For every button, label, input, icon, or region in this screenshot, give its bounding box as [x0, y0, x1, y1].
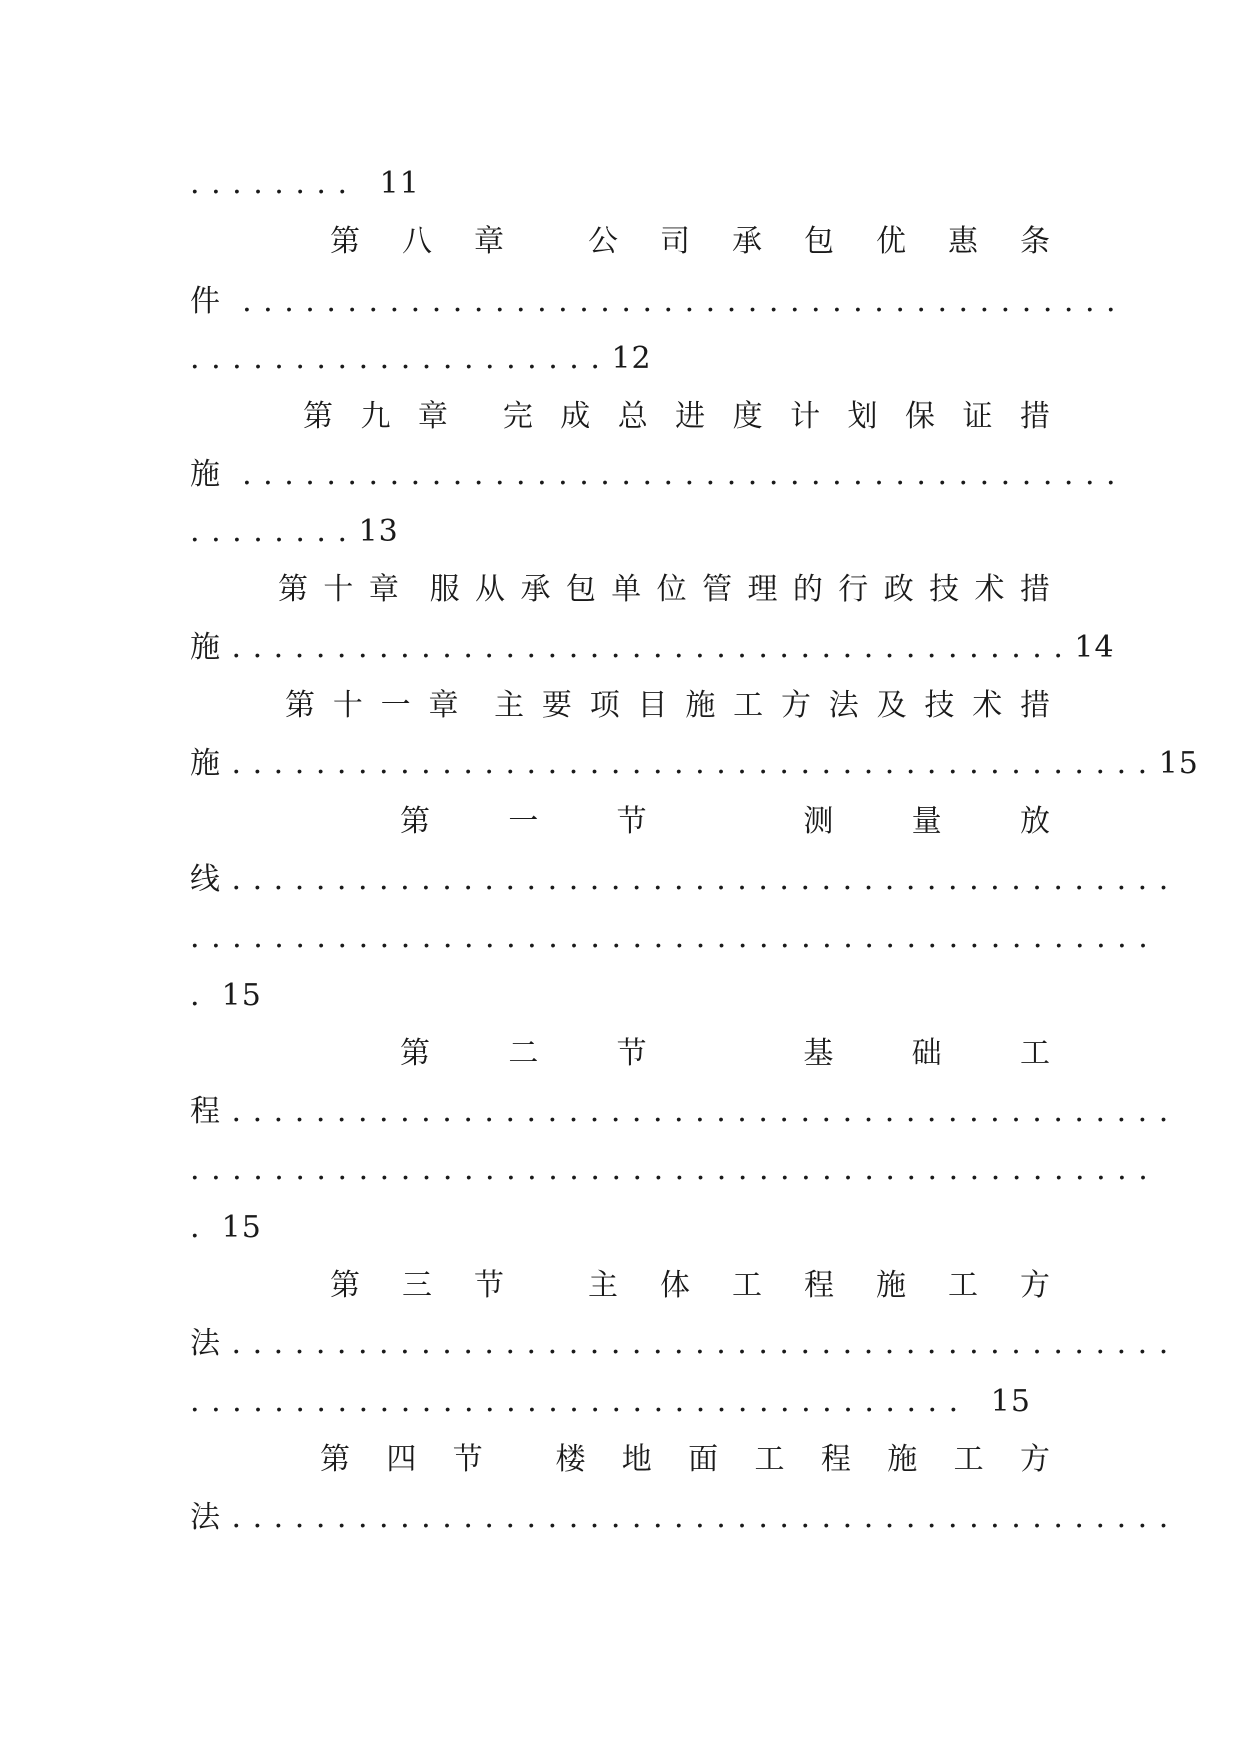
char: 管 [702, 572, 733, 607]
char: 体 [660, 1268, 690, 1303]
char: 章 [417, 399, 448, 434]
toc-leader-line: . . . . . . . . . . . . . . . . . . . . . . . . . . . . . . . . . . . . . . . . . . . . . . [190, 920, 1149, 955]
char: 服 [429, 572, 460, 607]
char: 目 [637, 688, 668, 723]
char: 施 [876, 1268, 906, 1303]
char: 节 [616, 1036, 647, 1071]
toc-heading-chapter-10[interactable] [278, 568, 1050, 612]
char: 理 [747, 572, 778, 607]
char: 政 [883, 572, 914, 607]
char: 进 [675, 399, 706, 434]
toc-leader-line: 程 . . . . . . . . . . . . . . . . . . . . . . . . . . . . . . . . . . . . . . . . . . . . . [190, 1094, 1170, 1129]
char: 成 [560, 399, 591, 434]
char: 包 [804, 224, 834, 259]
char: 二 [508, 1036, 539, 1071]
char: 要 [541, 688, 572, 723]
char: 完 [502, 399, 533, 434]
char: 项 [589, 688, 620, 723]
char: 测 [803, 804, 834, 839]
char: 主 [588, 1268, 618, 1303]
char: 位 [656, 572, 687, 607]
char: 程 [820, 1442, 851, 1477]
char: 工 [948, 1268, 978, 1303]
char: 工 [953, 1442, 984, 1477]
char: 面 [688, 1442, 719, 1477]
char: 章 [474, 224, 504, 259]
toc-line-page-12: . . . . . . . . . . . . . . . . . . . . 12 [190, 341, 652, 376]
char: 十 [323, 572, 354, 607]
toc-leader-line: . . . . . . . . . . . . . . . . . . . . . . . . . . . . . . . . . . . . . . . . . . . . . . [190, 1152, 1149, 1187]
toc-heading-section-1[interactable] [400, 800, 1050, 844]
char: 节 [474, 1268, 504, 1303]
char: 措 [1020, 688, 1050, 723]
char: 措 [1019, 572, 1050, 607]
char: 第 [330, 224, 360, 259]
toc-line-page-11: . . . . . . . . 11 [190, 166, 420, 201]
toc-line-page-15: . . . . . . . . . . . . . . . . . . . . . . . . . . . . . . . . . . . . . 15 [190, 1384, 1031, 1419]
char: 优 [876, 224, 906, 259]
char: 承 [732, 224, 762, 259]
char: 八 [402, 224, 432, 259]
char: 一 [380, 688, 411, 723]
char: 法 [828, 688, 859, 723]
char: 工 [1019, 1036, 1050, 1071]
char: 划 [847, 399, 878, 434]
char: 方 [1019, 1442, 1050, 1477]
char: 及 [876, 688, 907, 723]
toc-line-page-15: . 15 [190, 978, 262, 1013]
char: 基 [803, 1036, 834, 1071]
char: 计 [790, 399, 821, 434]
char: 的 [792, 572, 823, 607]
char: 第 [320, 1442, 350, 1477]
char: 证 [962, 399, 993, 434]
char: 第 [400, 804, 430, 839]
toc-leader-line: 法 . . . . . . . . . . . . . . . . . . . . . . . . . . . . . . . . . . . . . . . . . . . . . [190, 1500, 1170, 1535]
toc-heading-section-4[interactable] [320, 1438, 1050, 1482]
toc-line-page-15: 施 . . . . . . . . . . . . . . . . . . . . . . . . . . . . . . . . . . . . . . . . . . . . 15 [190, 746, 1199, 781]
toc-leader-line: 线 . . . . . . . . . . . . . . . . . . . . . . . . . . . . . . . . . . . . . . . . . . . . . [190, 862, 1170, 897]
char: 一 [508, 804, 539, 839]
char: 工 [732, 1268, 762, 1303]
toc-leader-line: 施 . . . . . . . . . . . . . . . . . . . . . . . . . . . . . . . . . . . . . . . . . . [190, 457, 1117, 492]
char: 行 [838, 572, 869, 607]
char: 司 [660, 224, 690, 259]
char: 节 [452, 1442, 483, 1477]
char: 第 [285, 688, 315, 723]
char: 技 [924, 688, 955, 723]
char: 公 [588, 224, 618, 259]
char: 方 [1020, 1268, 1050, 1303]
char: 工 [754, 1442, 785, 1477]
char: 放 [1019, 804, 1050, 839]
char: 九 [360, 399, 391, 434]
char: 术 [972, 688, 1003, 723]
char: 保 [904, 399, 935, 434]
toc-leader-line: 件 . . . . . . . . . . . . . . . . . . . . . . . . . . . . . . . . . . . . . . . . . . [190, 284, 1117, 319]
char: 量 [911, 804, 942, 839]
char: 章 [368, 572, 399, 607]
char: 承 [520, 572, 551, 607]
char: 十 [332, 688, 363, 723]
char: 地 [621, 1442, 652, 1477]
char: 度 [732, 399, 763, 434]
toc-leader-line: 法 . . . . . . . . . . . . . . . . . . . . . . . . . . . . . . . . . . . . . . . . . . . . . [190, 1326, 1170, 1361]
char: 措 [1019, 399, 1050, 434]
char: 工 [733, 688, 764, 723]
char: 施 [685, 688, 716, 723]
char: 第 [330, 1268, 360, 1303]
char: 第 [278, 572, 308, 607]
toc-line-page-14: 施 . . . . . . . . . . . . . . . . . . . . . . . . . . . . . . . . . . . . . . . . 14 [190, 630, 1115, 665]
char: 术 [974, 572, 1005, 607]
char: 节 [616, 804, 647, 839]
toc-heading-section-3[interactable] [330, 1264, 1050, 1308]
toc-heading-chapter-9[interactable] [303, 395, 1050, 439]
char: 楼 [555, 1442, 586, 1477]
char: 第 [303, 399, 333, 434]
char: 从 [475, 572, 506, 607]
char: 包 [565, 572, 596, 607]
char: 施 [887, 1442, 918, 1477]
toc-heading-chapter-11[interactable] [285, 684, 1050, 728]
char: 第 [400, 1036, 430, 1071]
char: 惠 [948, 224, 978, 259]
toc-heading-section-2[interactable] [400, 1032, 1050, 1076]
char: 主 [494, 688, 525, 723]
char: 三 [402, 1268, 432, 1303]
char: 条 [1020, 224, 1050, 259]
char: 程 [804, 1268, 834, 1303]
toc-heading-chapter-8[interactable] [330, 220, 1050, 264]
char: 单 [611, 572, 642, 607]
char: 四 [386, 1442, 417, 1477]
char: 础 [911, 1036, 942, 1071]
toc-line-page-13: . . . . . . . . 13 [190, 514, 399, 549]
char: 技 [929, 572, 960, 607]
char: 方 [780, 688, 811, 723]
toc-line-page-15: . 15 [190, 1210, 262, 1245]
char: 总 [617, 399, 648, 434]
char: 章 [428, 688, 459, 723]
